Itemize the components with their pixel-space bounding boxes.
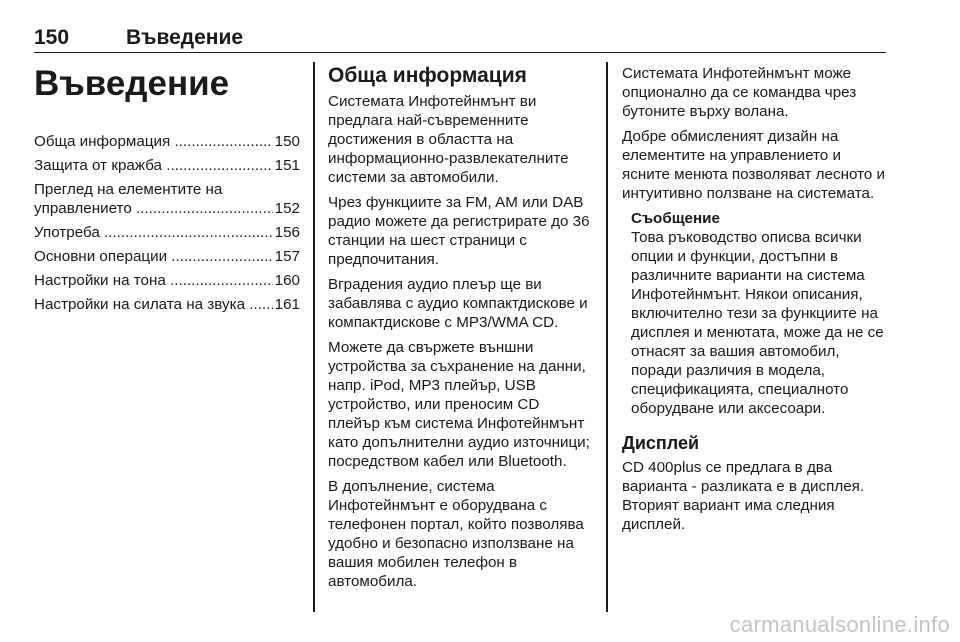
paragraph: Добре обмисленият дизайн на елементите на управлението и ясните менюта позволяват лесното и интуитивно ползване на системата.: [622, 128, 886, 202]
toc-item-page: 160: [274, 272, 300, 289]
toc-item-basic-operation[interactable]: [34, 247, 300, 266]
note-box: [631, 209, 886, 418]
section-heading: Обща информация: [328, 64, 527, 87]
toc-item-label-line-1: Преглед на елементите на: [34, 181, 223, 198]
toc-item-theft-protection[interactable]: [34, 156, 300, 175]
note-title: Съобщение: [631, 210, 720, 227]
paragraph: Чрез функциите за FM, AM или DAB радио можете да регистрирате до 36 станции на шест страници с предпочитания.: [328, 194, 590, 268]
toc-item-label: Настройки на тона .....: [34, 271, 273, 290]
page-number: 150: [34, 26, 70, 49]
page-header: [34, 26, 886, 53]
toc-item-page: 156: [274, 224, 300, 241]
paragraph: Можете да свържете външни устройства за съхранение на данни, напр. iPod, MP3 плейър, USB устройство, или преносим CD плейър към система Инфотейнмънт като допълнителни аудио източници; посредством кабел или Bluetooth.: [328, 339, 590, 470]
toc-item-page: 157: [274, 248, 300, 265]
toc-item-line: [34, 180, 300, 199]
toc-item-volume-settings[interactable]: [34, 295, 300, 314]
column-divider-2: [606, 62, 608, 612]
toc-item-controls-overview[interactable]: [34, 180, 300, 218]
paragraph: Вградения аудио плеър ще ви забавлява с аудио компактдискове и компактдискове с MP3/WMA CD.: [328, 276, 588, 331]
watermark: carmanualsonline.info: [729, 612, 950, 637]
running-title: Въведение: [126, 26, 244, 49]
general-info-column: [328, 64, 594, 597]
paragraph: CD 400plus се предлага в два варианта - разликата е в дисплея. Вторият вариант има следния дисплей.: [622, 459, 865, 533]
toc-item-label: Обща информация .....: [34, 132, 273, 151]
paragraph: Системата Инфотейнмънт ви предлага най-съвременните достижения в областта на информационно-развлекателните системи за автомобили.: [328, 93, 569, 186]
toc-item-line: [34, 199, 300, 218]
toc-item-label: Употреба .....: [34, 223, 273, 242]
toc-item-page: 150: [274, 133, 300, 150]
toc-item-page: 152: [274, 200, 300, 217]
display-heading: Дисплей: [622, 433, 700, 453]
paragraph: Системата Инфотейнмънт може опционално да се командва чрез бутоните върху волана.: [622, 65, 857, 120]
column-divider-1: [313, 62, 315, 612]
toc-item-label: Основни операции .....: [34, 247, 273, 266]
third-column: [622, 64, 886, 540]
toc-item-label-line-2: управлението .....: [34, 199, 273, 218]
toc-item-label: Настройки на силата на звука .....: [34, 295, 273, 314]
toc-item-tone-settings[interactable]: [34, 271, 300, 290]
chapter-title: Въведение: [34, 64, 230, 103]
toc-item-usage[interactable]: [34, 223, 300, 242]
paragraph: В допълнение, система Инфотейнмънт е оборудвана с телефонен портал, който позволява удобно и безопасно използване на вашия мобилен телефон в автомобила.: [328, 478, 584, 590]
toc-item-label: Защита от кражба .....: [34, 156, 273, 175]
toc-item-page: 161: [274, 296, 300, 313]
toc-column: [34, 64, 300, 319]
toc-item-general[interactable]: [34, 132, 300, 151]
note-text: Това ръководство описва всички опции и функции, достъпни в различните варианти на система Инфотейнмънт. Някои описания, включително тези за функциите на дисплея и менютата, може да не се отнасят за вашия автомобил, поради различия в модела, спецификацията, специалното оборудване или аксесоари.: [631, 229, 884, 417]
toc-item-page: 151: [274, 157, 300, 174]
